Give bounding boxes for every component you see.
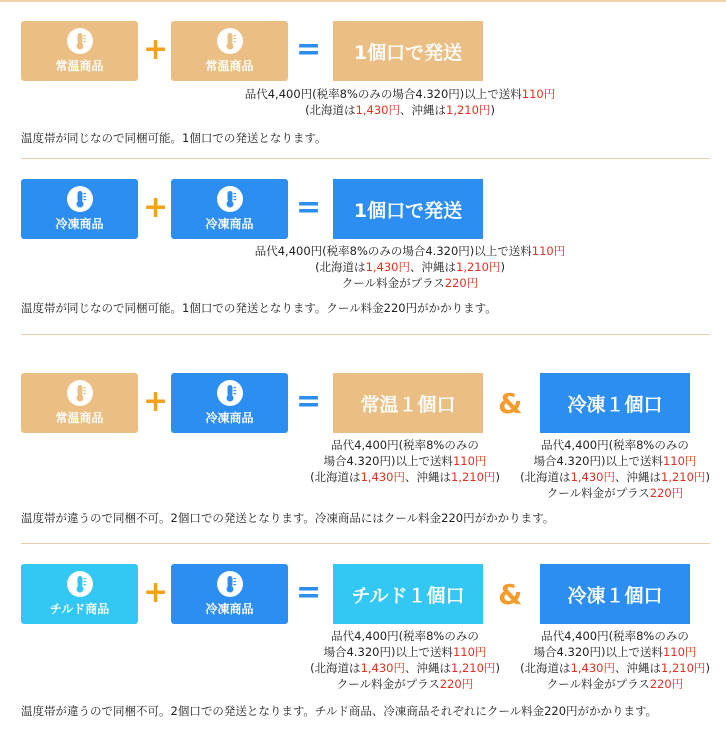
- result-box-frozen: 冷凍１個口: [540, 564, 690, 624]
- frozen-product-box: [171, 564, 288, 624]
- normal-product-box: [171, 21, 288, 81]
- box-label: 常温商品: [55, 411, 104, 425]
- thermometer-icon: [67, 28, 93, 54]
- section-divider: [21, 543, 710, 544]
- thermometer-icon: [217, 380, 243, 406]
- shipping-info-frozen: 品代4,400円(税率8%のみの 場合4.320円)以上で送料110円 (北海道は1,430円、沖縄は1,210円) クール料金がプラス220円: [520, 629, 710, 691]
- box-label: 常温商品: [55, 59, 104, 73]
- shipping-info: 品代4,400円(税率8%のみの場合4.320円)以上で送料110円 (北海道は1,430円、沖縄は1,210円) クール料金がプラス220円: [254, 244, 566, 290]
- shipping-info: 品代4,400円(税率8%のみの場合4.320円)以上で送料110円 (北海道は1,430円、沖縄は1,210円): [244, 87, 556, 117]
- equals-sign: =: [296, 190, 322, 225]
- plus-sign: +: [143, 32, 169, 67]
- thermometer-icon: [217, 28, 243, 54]
- result-box-frozen: 冷凍１個口: [540, 373, 690, 433]
- equals-sign: =: [296, 32, 322, 67]
- section-note: 温度帯が同じなので同梱可能。1個口での発送となります。クール料金220円がかかります。: [21, 301, 497, 315]
- frozen-product-box: [171, 373, 288, 433]
- top-divider: [0, 0, 726, 2]
- section-divider: [21, 334, 710, 335]
- plus-sign: +: [143, 190, 169, 225]
- thermometer-icon: [67, 186, 93, 212]
- ampersand-sign: &: [498, 387, 523, 420]
- box-label: 冷凍商品: [55, 217, 104, 231]
- result-box: 1個口で発送: [333, 179, 483, 239]
- frozen-product-box: [171, 179, 288, 239]
- thermometer-icon: [67, 380, 93, 406]
- section-divider: [21, 158, 710, 159]
- section-note: 温度帯が違うので同梱不可。2個口での発送となります。チルド商品、冷凍商品それぞれにクール料金220円がかかります。: [21, 704, 658, 718]
- frozen-product-box: [21, 179, 138, 239]
- box-label: 冷凍商品: [205, 411, 254, 425]
- plus-sign: +: [143, 384, 169, 419]
- box-label: 常温商品: [205, 59, 254, 73]
- normal-product-box: [21, 21, 138, 81]
- thermometer-icon: [67, 571, 93, 597]
- result-box: 1個口で発送: [333, 21, 483, 81]
- shipping-info-frozen: 品代4,400円(税率8%のみの 場合4.320円)以上で送料110円 (北海道は1,430円、沖縄は1,210円) クール料金がプラス220円: [520, 438, 710, 500]
- result-box-chilled: チルド１個口: [333, 564, 483, 624]
- equals-sign: =: [296, 575, 322, 610]
- box-label: 冷凍商品: [205, 602, 254, 616]
- thermometer-icon: [217, 571, 243, 597]
- shipping-info-chilled: 品代4,400円(税率8%のみの 場合4.320円)以上で送料110円 (北海道は1,430円、沖縄は1,210円) クール料金がプラス220円: [310, 629, 500, 691]
- ampersand-sign: &: [498, 578, 523, 611]
- chilled-product-box: [21, 564, 138, 624]
- shipping-info-normal: 品代4,400円(税率8%のみの 場合4.320円)以上で送料110円 (北海道は1,430円、沖縄は1,210円): [310, 438, 500, 484]
- plus-sign: +: [143, 575, 169, 610]
- result-box-normal: 常温１個口: [333, 373, 483, 433]
- section-note: 温度帯が同じなので同梱可能。1個口での発送となります。: [21, 131, 327, 145]
- section-note: 温度帯が違うので同梱不可。2個口での発送となります。冷凍商品にはクール料金220円がかかります。: [21, 511, 555, 525]
- box-label: チルド商品: [49, 602, 110, 616]
- thermometer-icon: [217, 186, 243, 212]
- equals-sign: =: [296, 384, 322, 419]
- normal-product-box: [21, 373, 138, 433]
- box-label: 冷凍商品: [205, 217, 254, 231]
